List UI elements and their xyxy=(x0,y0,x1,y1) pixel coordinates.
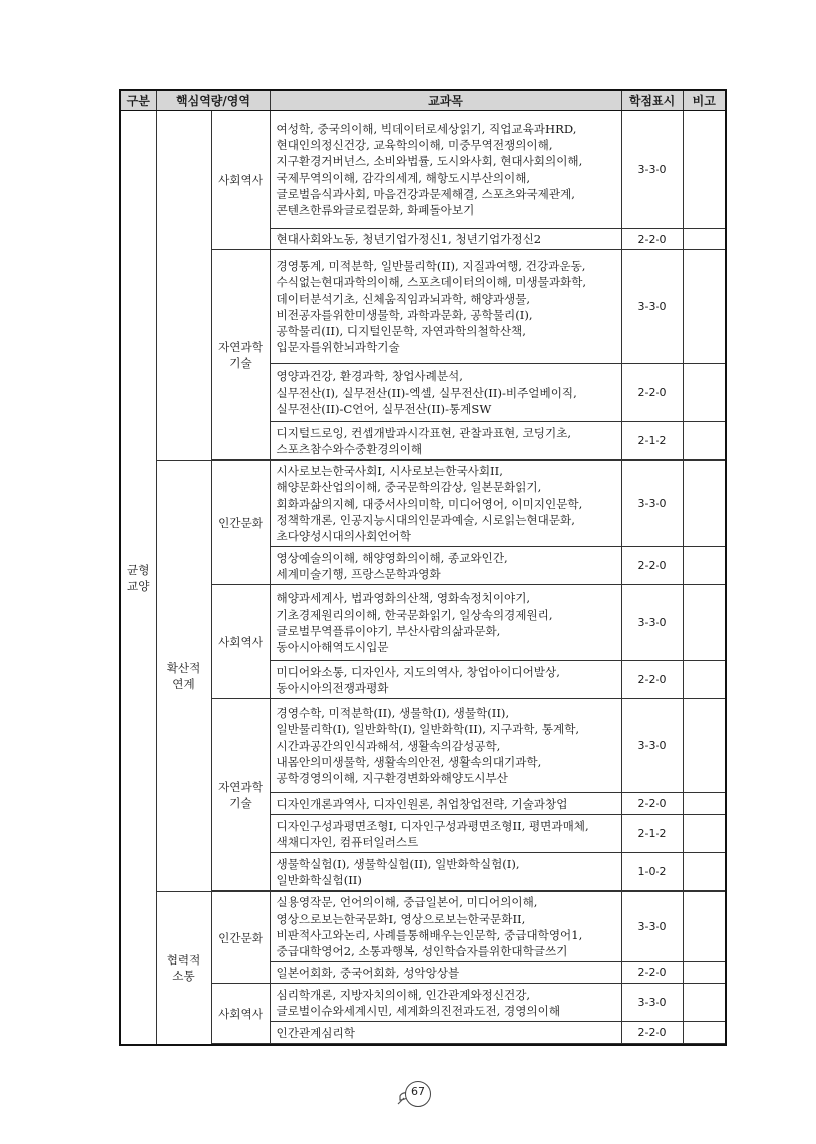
competency-label: 협력적 소통 xyxy=(156,892,211,1046)
credit-value: 2-1-2 xyxy=(621,422,683,460)
credit-value: 2-2-0 xyxy=(621,1022,683,1044)
credit-value: 2-2-0 xyxy=(621,962,683,984)
area-label: 사회역사 xyxy=(211,984,270,1044)
credit-value: 2-2-0 xyxy=(621,229,683,250)
note-cell xyxy=(683,984,726,1022)
note-cell xyxy=(683,793,726,815)
course-list: 실용영작문, 언어의이해, 중급일본어, 미디어의이해, 영상으로보는한국문화I, 영상으로보는한국문화II, 비판적사고와논리, 사례를통해배우는인문학, 중급대학영어1, 중급대학영어2, 소통과행복, 성인학습자를위한대학글쓰기 xyxy=(270,892,621,962)
course-list: 디자인구성과평면조형I, 디자인구성과평면조형II, 평면과매체, 색채디자인, 컴퓨터일러스트 xyxy=(270,815,621,853)
note-cell xyxy=(683,661,726,699)
course-list: 생물학실험(I), 생물학실험(II), 일반화학실험(I), 일반화학실험(II) xyxy=(270,853,621,891)
note-cell xyxy=(683,1022,726,1044)
credit-value: 2-1-2 xyxy=(621,815,683,853)
credit-value: 2-2-0 xyxy=(621,793,683,815)
course-list: 디지털드로잉, 컨셉개발과시각표현, 관찰과표현, 코딩기초, 스포츠참수와수중환경의이해 xyxy=(270,422,621,460)
credit-value: 3-3-0 xyxy=(621,585,683,661)
table-header-row xyxy=(120,90,726,111)
page-number: 67 xyxy=(411,1085,425,1098)
course-table xyxy=(119,89,727,1046)
area-label: 인간문화 xyxy=(211,461,270,585)
table-row xyxy=(120,699,726,793)
table-row xyxy=(120,461,726,547)
table-row-spacer xyxy=(120,1044,726,1045)
note-cell xyxy=(683,547,726,585)
note-cell xyxy=(683,364,726,422)
table-row xyxy=(120,984,726,1022)
course-list: 심리학개론, 지방자치의이해, 인간관계와정신건강, 글로벌이슈와세계시민, 세계화의진전과도전, 경영의이해 xyxy=(270,984,621,1022)
credit-value: 3-3-0 xyxy=(621,699,683,793)
area-label: 인간문화 xyxy=(211,892,270,984)
note-cell xyxy=(683,422,726,460)
course-list: 미디어와소통, 디자인사, 지도의역사, 창업아이디어발상, 동아시아의전쟁과평화 xyxy=(270,661,621,699)
credit-value: 2-2-0 xyxy=(621,661,683,699)
course-list: 디자인개론과역사, 디자인원론, 취업창업전략, 기술과창업 xyxy=(270,793,621,815)
credit-value: 2-2-0 xyxy=(621,364,683,422)
area-label: 사회역사 xyxy=(211,585,270,699)
credit-value: 3-3-0 xyxy=(621,984,683,1022)
course-list: 시사로보는한국사회I, 시사로보는한국사회II, 해양문화산업의이해, 중국문학의감상, 일본문화읽기, 회화과삶의지혜, 대중서사의미학, 미디어영어, 이미지인문학, 정책학개론, 인공지능시대의인문과예술, 시로읽는현대문화, 초다양성시대의사회언어학 xyxy=(270,461,621,547)
competency-label xyxy=(156,111,211,461)
note-cell xyxy=(683,962,726,984)
credit-value: 2-2-0 xyxy=(621,547,683,585)
table-row xyxy=(120,585,726,661)
header-note: 비고 xyxy=(683,90,726,111)
area-label: 사회역사 xyxy=(211,111,270,250)
area-label: 자연과학 기술 xyxy=(211,250,270,460)
table-row xyxy=(120,892,726,962)
note-cell xyxy=(683,853,726,891)
credit-value: 3-3-0 xyxy=(621,892,683,962)
course-list: 여성학, 중국의이해, 빅데이터로세상읽기, 직업교육과HRD, 현대인의정신건강, 교육학의이해, 미중무역전쟁의이해, 지구환경거버넌스, 소비와법률, 도시와사회, 현대사회의이해, 국제무역의이해, 감각의세계, 해항도시부산의이해, 글로벌음식과사회, 마음건강과문제해결, 스포츠와국제관계, 콘텐츠한류와글로컬문화, 화폐돌아보기 xyxy=(270,111,621,229)
course-list: 일본어회화, 중국어회화, 성악앙상블 xyxy=(270,962,621,984)
header-competency: 핵심역량/영역 xyxy=(156,90,270,111)
course-list: 현대사회와노동, 청년기업가정신1, 청년기업가정신2 xyxy=(270,229,621,250)
note-cell xyxy=(683,229,726,250)
header-credits: 학점표시 xyxy=(621,90,683,111)
competency-label: 확산적 연계 xyxy=(156,461,211,892)
credit-value: 1-0-2 xyxy=(621,853,683,891)
table-row xyxy=(120,250,726,364)
note-cell xyxy=(683,585,726,661)
credit-value: 3-3-0 xyxy=(621,250,683,364)
header-group: 구분 xyxy=(120,90,156,111)
area-label: 자연과학 기술 xyxy=(211,699,270,891)
credit-value: 3-3-0 xyxy=(621,461,683,547)
page-footer xyxy=(396,1078,436,1108)
course-list: 영양과건강, 환경과학, 창업사례분석, 실무전산(I), 실무전산(II)-엑셀, 실무전산(II)-비주얼베이직, 실무전산(II)-C언어, 실무전산(II)-통계SW xyxy=(270,364,621,422)
course-list: 영상예술의이해, 해양영화의이해, 종교와인간, 세계미술기행, 프랑스문학과영화 xyxy=(270,547,621,585)
course-list: 경영통계, 미적분학, 일반물리학(II), 지질과여행, 건강과운동, 수식없는현대과학의이해, 스포츠데이터의이해, 미생물과화학, 데이터분석기초, 신체움직임과뇌과학, 해양과생물, 비전공자를위한미생물학, 과학과문화, 공학물리(I), 공학물리(II), 디지털인문학, 자연과학의철학산책, 입문자를위한뇌과학기술 xyxy=(270,250,621,364)
course-list: 해양과세계사, 법과영화의산책, 영화속정치이야기, 기초경제원리의이해, 한국문화읽기, 일상속의경제원리, 글로벌무역플류이야기, 부산사람의삶과문화, 동아시아해역도시입문 xyxy=(270,585,621,661)
table-row xyxy=(120,111,726,229)
course-list: 경영수학, 미적분학(II), 생물학(I), 생물학(II), 일반물리학(I), 일반화학(I), 일반화학(II), 지구과학, 통계학, 시간과공간의인식과해석, 생활속의감성공학, 내몸안의미생물학, 생활속의안전, 생활속의대기과학, 공학경영의이해, 지구환경변화와해양도시부산 xyxy=(270,699,621,793)
note-cell xyxy=(683,461,726,547)
credit-value: 3-3-0 xyxy=(621,111,683,229)
note-cell xyxy=(683,892,726,962)
note-cell xyxy=(683,250,726,364)
header-courses: 교과목 xyxy=(270,90,621,111)
group-label: 균형 교양 xyxy=(120,111,156,1046)
course-list: 인간관계심리학 xyxy=(270,1022,621,1044)
note-cell xyxy=(683,111,726,229)
note-cell xyxy=(683,815,726,853)
note-cell xyxy=(683,699,726,793)
